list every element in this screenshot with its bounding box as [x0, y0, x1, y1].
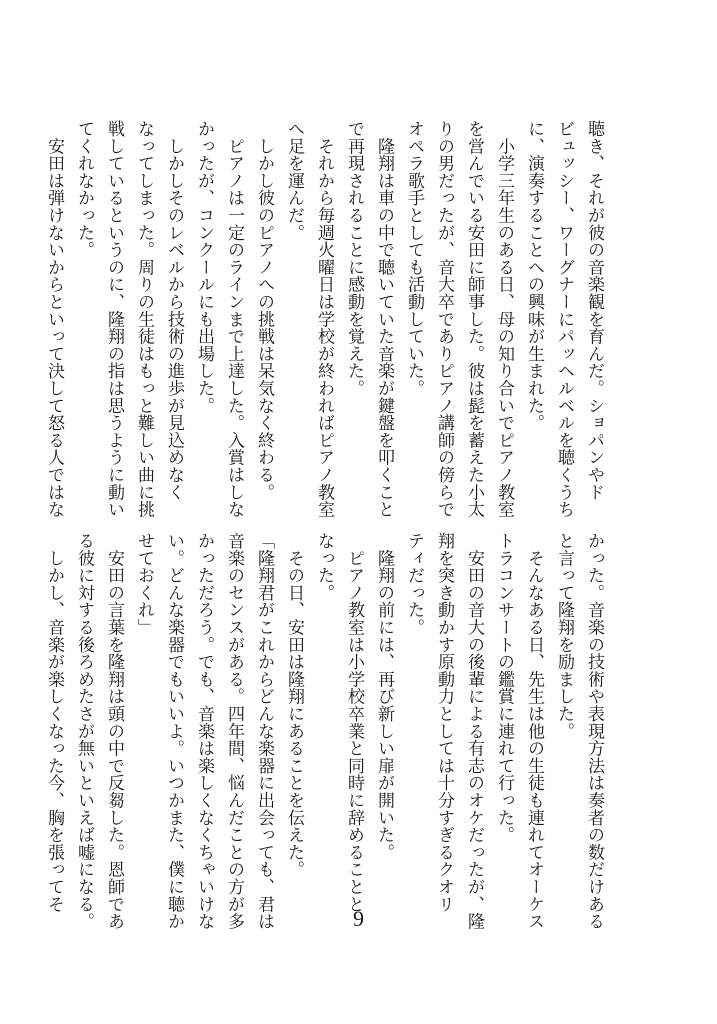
text-line: る彼に対する後ろめたさが無いといえば嘘になる。 — [74, 532, 94, 930]
text-line: しかしそのレベルから技術の進歩が見込めなく — [164, 120, 184, 501]
text-line: トラコンサートの鑑賞に連れて行った。 — [494, 532, 514, 844]
text-line: りの男だったが、音大卒でありピアノ講師の傍らで — [434, 120, 454, 518]
text-line: 隆翔の前には、再び新しい扉が開いた。 — [374, 532, 394, 861]
text-line: しかし彼のピアノへの挑戦は呆気なく終わる。 — [254, 120, 274, 501]
text-line: ティだった。 — [404, 532, 424, 636]
text-line: そんなある日、先生は他の生徒も連れてオーケス — [524, 532, 544, 930]
text-line: 音楽のセンスがある。四年間、悩んだことの方が多 — [224, 532, 244, 930]
text-line: 「隆翔君がこれからどんな楽器に出会っても、君は — [254, 532, 274, 930]
text-line: なってしまった。周りの生徒はもっと難しい曲に挑 — [134, 120, 154, 518]
text-line: 安田の音大の後輩による有志のオケだったが、隆 — [464, 532, 484, 930]
text-line: てくれなかった。 — [74, 120, 94, 259]
text-line: 翔を突き動かす原動力としては十分すぎるクオリ — [434, 532, 454, 913]
text-line: に、演奏することへの興味が生まれた。 — [524, 120, 544, 432]
text-line: へ足を運んだ。 — [284, 120, 304, 242]
lower-text-block — [44, 532, 609, 930]
text-line: 安田の言葉を隆翔は頭の中で反芻した。恩師であ — [104, 532, 124, 930]
text-line: 聴き、それが彼の音楽観を育んだ。ショパンやド — [584, 120, 604, 501]
text-line: 安田は弾けないからといって決して怒る人ではな — [44, 120, 64, 518]
text-line: ピアノは一定のラインまで上達した。入賞はしな — [224, 120, 244, 518]
upper-text-block — [44, 120, 609, 518]
text-line: その日、安田は隆翔にあることを伝えた。 — [284, 532, 304, 878]
text-line: 戦しているというのに、隆翔の指は思うように動い — [104, 120, 124, 518]
text-line: と言って隆翔を励ました。 — [554, 532, 574, 740]
text-line: オペラ歌手としても活動していた。 — [404, 120, 424, 397]
text-line: それから毎週火曜日は学校が終わればピアノ教室 — [314, 120, 334, 518]
text-line: い。どんな楽器でもいいよ。いつかまた、僕に聴か — [164, 532, 184, 930]
text-line: 隆翔は車の中で聴いていた音楽が鍵盤を叩くこと — [374, 120, 394, 518]
text-line: なった。 — [314, 532, 334, 602]
text-line: を営んでいる安田に師事した。彼は髭を蓄えた小太 — [464, 120, 484, 518]
text-line: しかし、音楽が楽しくなった今、胸を張ってそ — [44, 532, 64, 913]
text-line: で再現されることに感動を覚えた。 — [344, 120, 364, 397]
page-number: 9 — [353, 906, 364, 931]
text-line: ピアノ教室は小学校卒業と同時に辞めることと — [344, 532, 364, 913]
text-line: かったが、コンクールにも出場した。 — [194, 120, 214, 415]
text-line: ビュッシー、ワーグナーにパッヘルベルを聴くうち — [554, 120, 574, 518]
text-line: せておくれ」 — [134, 532, 154, 636]
text-line: 小学三年生のある日、母の知り合いでピアノ教室 — [494, 120, 514, 518]
text-line: かっただろう。でも、音楽は楽しくなくちゃいけな — [194, 532, 214, 930]
text-line: かった。音楽の技術や表現方法は奏者の数だけある — [584, 532, 604, 930]
